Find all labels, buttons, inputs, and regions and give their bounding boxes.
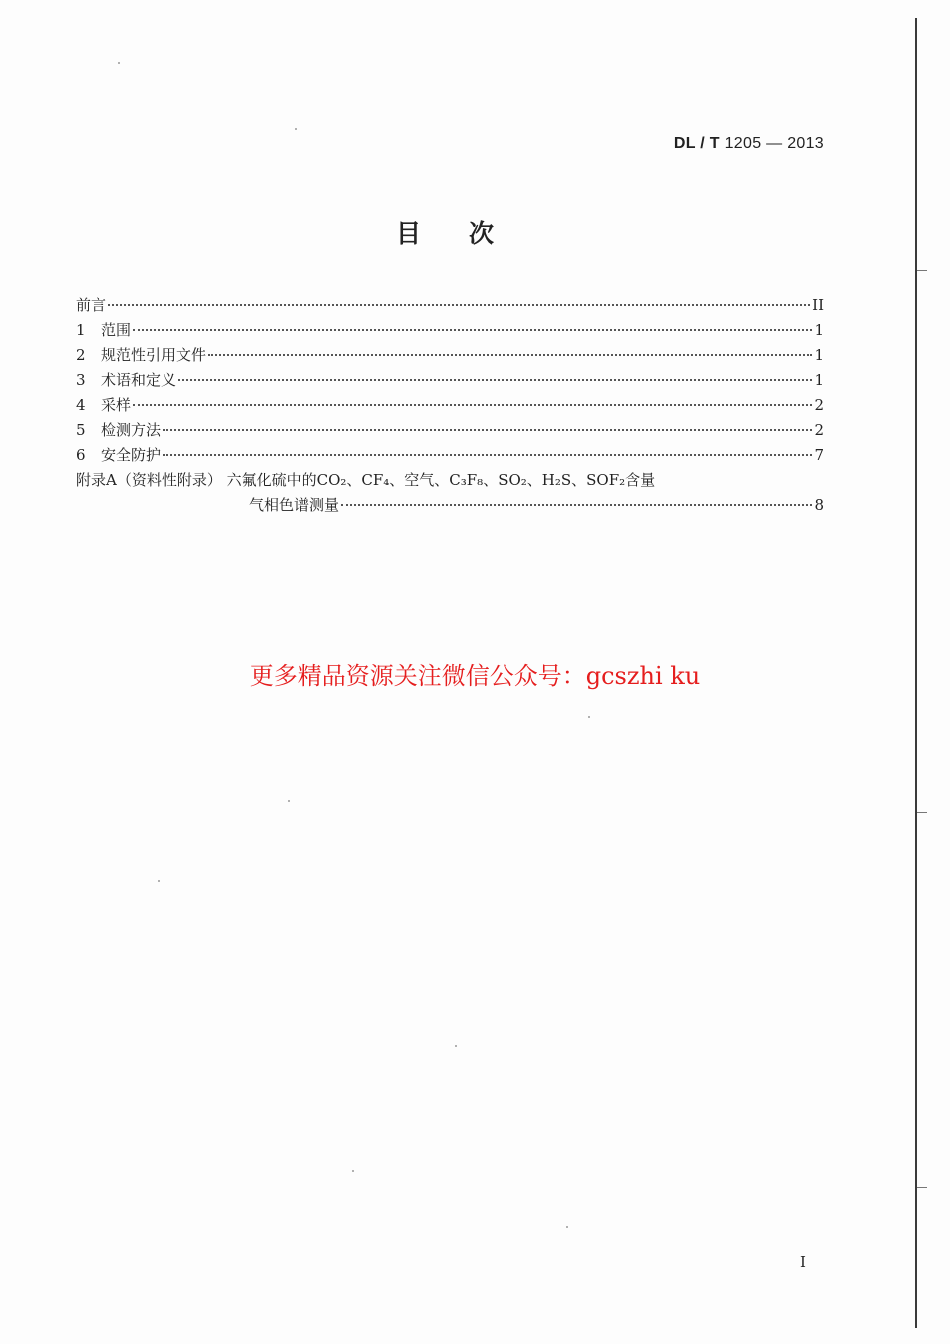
table-of-contents (76, 293, 824, 518)
toc-entry-terms-definitions[interactable] (76, 368, 824, 393)
toc-title: 目次 (395, 219, 542, 248)
standard-prefix: DL / T (673, 135, 720, 152)
scan-speck (118, 62, 120, 64)
toc-leader-dots (341, 504, 812, 506)
toc-page: II (812, 296, 824, 314)
toc-page: 2 (814, 421, 824, 439)
scan-speck (295, 128, 297, 130)
standard-number: 1205 — 2013 (724, 135, 824, 152)
toc-leader-dots (133, 404, 812, 406)
toc-label: 规范性引用文件 (101, 346, 207, 364)
toc-number: 3 (76, 371, 86, 389)
scan-speck (588, 716, 590, 718)
edge-tick (917, 1187, 927, 1188)
toc-entry-appendix-a-cont[interactable] (76, 493, 824, 518)
toc-entry-safety-protection[interactable] (76, 443, 824, 468)
edge-tick (917, 812, 927, 813)
watermark-text: 更多精品资源关注微信公众号：gcszhi ku (249, 662, 701, 690)
toc-entry-sampling[interactable] (76, 393, 824, 418)
toc-entry-normative-references[interactable] (76, 343, 824, 368)
standard-code (674, 135, 824, 153)
toc-page: 2 (814, 396, 824, 414)
toc-entry-foreword[interactable] (76, 293, 824, 318)
toc-label: 检测方法 (101, 421, 162, 439)
toc-page: 7 (814, 446, 824, 464)
toc-leader-dots (178, 379, 812, 381)
toc-leader-dots (163, 454, 812, 456)
toc-leader-dots (108, 304, 810, 306)
toc-number: 1 (76, 321, 86, 339)
scan-speck (566, 1226, 568, 1228)
toc-number: 6 (76, 446, 86, 464)
toc-label: 采样 (101, 396, 132, 414)
toc-label: 前言 (76, 296, 107, 314)
toc-page: 1 (814, 321, 824, 339)
toc-page: 1 (814, 346, 824, 364)
scan-speck (158, 880, 160, 882)
toc-number: 4 (76, 396, 86, 414)
scan-speck (455, 1045, 457, 1047)
toc-page: 1 (814, 371, 824, 389)
scan-speck (352, 1170, 354, 1172)
toc-label: 安全防护 (101, 446, 162, 464)
toc-label: 范围 (101, 321, 132, 339)
appendix-title-line2: 气相色谱测量 (249, 496, 340, 514)
toc-leader-dots (208, 354, 812, 356)
scan-speck (288, 800, 290, 802)
toc-number: 2 (76, 346, 86, 364)
toc-leader-dots (133, 329, 812, 331)
toc-number: 5 (76, 421, 86, 439)
page-number: I (800, 1253, 806, 1271)
toc-entry-appendix-a[interactable] (76, 468, 824, 493)
appendix-title-line1: 附录A（资料性附录） 六氟化硫中的CO₂、CF₄、空气、C₃F₈、SO₂、H₂S、SOF₂含量 (76, 471, 656, 489)
edge-tick (917, 270, 927, 271)
toc-label: 术语和定义 (101, 371, 177, 389)
toc-leader-dots (163, 429, 812, 431)
toc-page: 8 (814, 496, 824, 514)
toc-entry-test-methods[interactable] (76, 418, 824, 443)
toc-entry-scope[interactable] (76, 318, 824, 343)
